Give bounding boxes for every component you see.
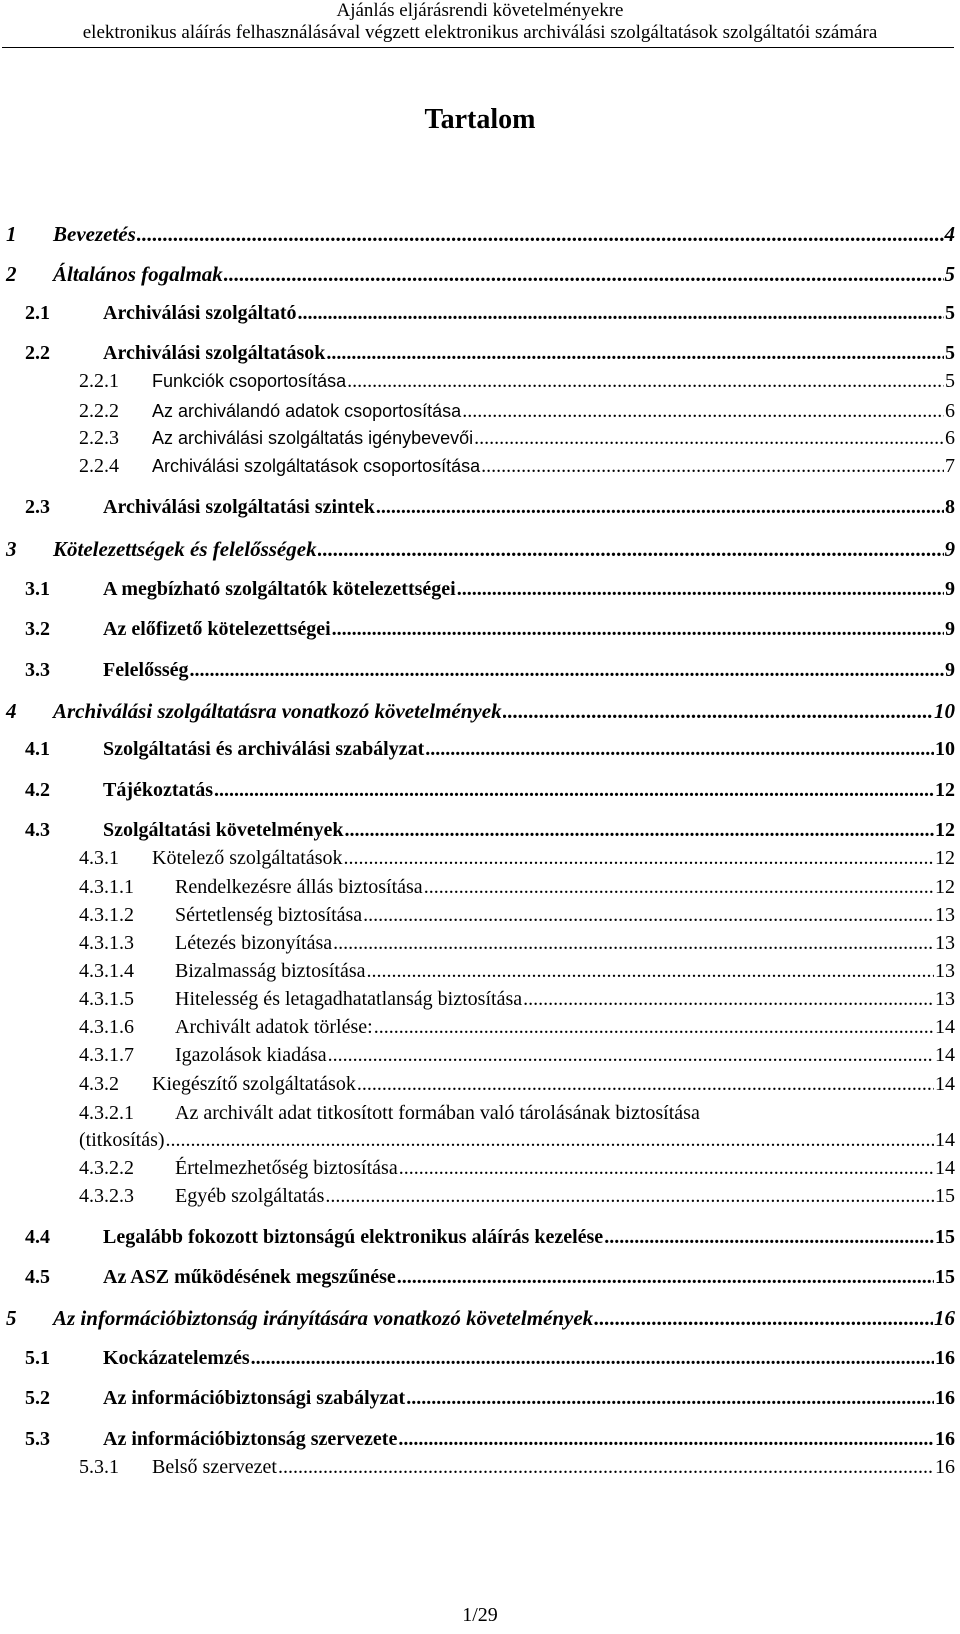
toc-entry[interactable] — [0, 960, 955, 983]
toc-entry-title: Hitelesség és letagadhatatlanság biztosítása — [175, 988, 523, 1010]
toc-dot-leader — [325, 1185, 934, 1208]
header-rule — [2, 47, 954, 48]
toc-entry-number: 5 — [6, 1306, 17, 1330]
toc-entry-number: 4 — [6, 699, 17, 723]
toc-entry-page: 16 — [935, 1387, 955, 1409]
toc-entry[interactable] — [0, 302, 955, 325]
toc-entry[interactable] — [0, 819, 955, 842]
toc-entry-number: 2.2.2 — [79, 400, 119, 422]
toc-entry[interactable] — [0, 618, 955, 641]
toc-entry-title: Az archiválandó adatok csoportosítása — [152, 401, 462, 421]
toc-entry-number: 4.3.1.6 — [79, 1016, 134, 1038]
toc-entry[interactable] — [0, 738, 955, 761]
toc-entry-number: 3.2 — [25, 618, 50, 640]
toc-entry-page: 4 — [944, 222, 955, 246]
toc-entry-title: A megbízható szolgáltatók kötelezettségei — [103, 578, 456, 600]
toc-dot-leader — [604, 1226, 934, 1249]
toc-entry-page: 10 — [935, 738, 955, 760]
toc-dot-leader — [374, 1016, 934, 1039]
toc-entry-title: Funkciók csoportosítása — [152, 371, 347, 391]
toc-entry-page: 5 — [945, 370, 955, 392]
toc-entry[interactable] — [0, 537, 955, 562]
toc-entry[interactable] — [0, 578, 955, 601]
toc-entry[interactable] — [0, 427, 955, 450]
page-number: 1/29 — [462, 1604, 498, 1626]
toc-entry-title: Az információbiztonsági szabályzat — [103, 1387, 406, 1409]
toc-entry[interactable] — [0, 988, 955, 1011]
toc-dot-leader — [137, 222, 944, 247]
toc-dot-leader — [398, 1428, 934, 1451]
toc-dot-leader — [347, 370, 944, 393]
toc-dot-leader — [397, 1266, 934, 1289]
toc-entry-title: (titkosítás) — [79, 1129, 165, 1151]
toc-entry[interactable] — [0, 1347, 955, 1370]
toc-entry-number: 2.2 — [25, 342, 50, 364]
toc-entry-number: 4.4 — [25, 1226, 50, 1248]
toc-dot-leader — [474, 427, 944, 450]
toc-entry[interactable] — [0, 1428, 955, 1451]
toc-entry-page: 12 — [935, 876, 955, 898]
toc-entry-title: Archivált adatok törlése: — [175, 1016, 373, 1038]
toc-entry-number: 2.2.3 — [79, 427, 119, 449]
toc-entry-page: 15 — [935, 1266, 955, 1288]
toc-entry[interactable] — [0, 1185, 955, 1208]
toc-entry[interactable] — [0, 1266, 955, 1289]
toc-entry-number: 4.3.1 — [79, 847, 119, 869]
toc-entry-title: Rendelkezésre állás biztosítása — [175, 876, 423, 898]
toc-entry-number: 2.2.1 — [79, 370, 119, 392]
toc-entry[interactable] — [0, 370, 955, 393]
toc-entry-page: 16 — [935, 1347, 955, 1369]
toc-entry-number: 3 — [6, 537, 17, 561]
toc-entry-number: 4.1 — [25, 738, 50, 760]
toc-entry-title: Igazolások kiadása — [175, 1044, 327, 1066]
toc-dot-leader — [345, 819, 934, 842]
toc-entry-title: Az ASZ működésének megszűnése — [103, 1266, 396, 1288]
toc-entry-title: Az előfizető kötelezettségei — [103, 618, 331, 640]
toc-dot-leader — [503, 699, 933, 724]
toc-entry-page: 9 — [945, 659, 955, 681]
toc-entry-title: Értelmezhetőség biztosítása — [175, 1157, 398, 1179]
toc-dot-leader — [399, 1157, 934, 1180]
toc-entry[interactable] — [0, 455, 955, 478]
toc-entry[interactable] — [79, 1129, 955, 1152]
toc-entry[interactable] — [0, 262, 955, 287]
toc-dot-leader — [481, 455, 944, 478]
toc-dot-leader — [367, 960, 934, 983]
toc-entry-page: 5 — [945, 342, 955, 364]
toc-entry-page: 5 — [944, 262, 955, 286]
toc-entry[interactable] — [0, 876, 955, 899]
toc-entry[interactable] — [0, 1102, 955, 1125]
toc-entry-number: 3.1 — [25, 578, 50, 600]
toc-entry-title: Archiválási szolgáltatások csoportosítása — [152, 456, 481, 476]
toc-entry-title: Kötelező szolgáltatások — [152, 847, 343, 869]
toc-entry-title: Az információbiztonság irányítására vonatkozó követelmények — [53, 1306, 594, 1330]
toc-dot-leader — [298, 302, 944, 325]
toc-entry-page: 15 — [935, 1185, 955, 1207]
toc-dot-leader — [462, 400, 944, 423]
toc-entry-title: Általános fogalmak — [53, 262, 223, 286]
toc-entry-title: Archiválási szolgáltatási szintek — [103, 496, 375, 518]
toc-entry-number: 2 — [6, 262, 17, 286]
toc-dot-leader — [376, 496, 944, 519]
toc-entry-page: 6 — [945, 400, 955, 422]
toc-dot-leader — [344, 847, 935, 870]
toc-entry-number: 2.2.4 — [79, 455, 119, 477]
toc-entry-number: 4.3.1.5 — [79, 988, 134, 1010]
page-header — [0, 0, 960, 44]
toc-entry-number: 4.3.1.1 — [79, 876, 134, 898]
toc-entry-page: 16 — [934, 1306, 955, 1330]
toc-entry-page: 13 — [935, 960, 955, 982]
toc-entry-page: 13 — [935, 904, 955, 926]
toc-entry-title: Archiválási szolgáltatásra vonatkozó követelmények — [53, 699, 502, 723]
toc-entry-number: 4.3.1.7 — [79, 1044, 134, 1066]
toc-entry-title: Szolgáltatási és archiválási szabályzat — [103, 738, 425, 760]
toc-entry-title: Archiválási szolgáltató — [103, 302, 297, 324]
toc-entry-title: Belső szervezet — [152, 1456, 277, 1478]
toc-entry-title: Tájékoztatás — [103, 779, 213, 801]
toc-entry-title: Bevezetés — [53, 222, 136, 246]
toc-dot-leader — [594, 1306, 933, 1331]
toc-entry-page: 9 — [944, 537, 955, 561]
toc-dot-leader — [190, 659, 944, 682]
toc-entry-page: 13 — [935, 932, 955, 954]
toc-entry-page: 12 — [935, 779, 955, 801]
toc-entry[interactable] — [0, 779, 955, 802]
toc-entry-number: 5.1 — [25, 1347, 50, 1369]
toc-entry-page: 7 — [945, 455, 955, 477]
toc-entry-title: Egyéb szolgáltatás — [175, 1185, 325, 1207]
toc-entry-page: 14 — [935, 1073, 955, 1095]
toc-entry[interactable] — [0, 400, 955, 423]
toc-entry-number: 4.3.1.4 — [79, 960, 134, 982]
toc-dot-leader — [224, 262, 944, 287]
toc-dot-leader — [333, 932, 934, 955]
toc-entry[interactable] — [0, 1016, 955, 1039]
toc-entry-title: Bizalmasság biztosítása — [175, 960, 366, 982]
toc-entry-page: 15 — [935, 1226, 955, 1248]
toc-entry[interactable] — [0, 699, 955, 724]
toc-entry-number: 5.3 — [25, 1428, 50, 1450]
toc-entry-number: 3.3 — [25, 659, 50, 681]
toc-dot-leader — [251, 1347, 934, 1370]
toc-entry-number: 4.3.1.2 — [79, 904, 134, 926]
toc-entry-number: 4.3 — [25, 819, 50, 841]
toc-entry[interactable] — [0, 1387, 955, 1410]
toc-entry[interactable] — [0, 1157, 955, 1180]
toc-entry-page: 10 — [934, 699, 955, 723]
toc-dot-leader — [424, 876, 934, 899]
toc-entry-number: 4.3.2.1 — [79, 1102, 134, 1124]
toc-entry-page: 14 — [935, 1157, 955, 1179]
toc-entry[interactable] — [0, 1044, 955, 1067]
toc-dot-leader — [457, 578, 944, 601]
toc-entry-page: 13 — [935, 988, 955, 1010]
toc-dot-leader — [523, 988, 934, 1011]
header-line-2: elektronikus aláírás felhasználásával végzett elektronikus archiválási szolgáltatások szolgáltatói számára — [82, 22, 878, 43]
toc-entry[interactable] — [0, 496, 955, 519]
toc-dot-leader — [214, 779, 934, 802]
toc-entry-page: 12 — [935, 819, 955, 841]
toc-entry-page: 16 — [935, 1428, 955, 1450]
toc-entry[interactable] — [0, 904, 955, 927]
toc-entry-page: 14 — [935, 1129, 955, 1151]
toc-entry-title: Az információbiztonság szervezete — [103, 1428, 398, 1450]
toc-entry-number: 4.2 — [25, 779, 50, 801]
toc-entry-title: Archiválási szolgáltatások — [103, 342, 326, 364]
page-title: Tartalom — [424, 104, 536, 135]
header-line-1: Ajánlás eljárásrendi követelményekre — [336, 0, 624, 21]
toc-dot-leader — [363, 904, 934, 927]
toc-dot-leader — [278, 1456, 934, 1479]
toc-entry-page: 5 — [945, 302, 955, 324]
toc-dot-leader — [318, 537, 944, 562]
toc-entry[interactable] — [0, 342, 955, 365]
toc-entry-page: 16 — [935, 1456, 955, 1478]
toc-entry[interactable] — [0, 847, 955, 870]
toc-entry-number: 4.5 — [25, 1266, 50, 1288]
toc-entry-page: 6 — [945, 427, 955, 449]
toc-entry-title: Kötelezettségek és felelősségek — [53, 537, 317, 561]
toc-entry[interactable] — [0, 222, 955, 247]
toc-entry[interactable] — [0, 1306, 955, 1331]
toc-entry-number: 5.3.1 — [79, 1456, 119, 1478]
toc-entry-number: 2.1 — [25, 302, 50, 324]
toc-dot-leader — [425, 738, 934, 761]
toc-entry-number: 1 — [6, 222, 17, 246]
toc-entry-number: 2.3 — [25, 496, 50, 518]
toc-entry-number: 4.3.2.2 — [79, 1157, 134, 1179]
toc-entry-page: 9 — [945, 618, 955, 640]
toc-entry-number: 5.2 — [25, 1387, 50, 1409]
toc-entry-page: 12 — [935, 847, 955, 869]
toc-entry-title: Az archiválási szolgáltatás igénybevevői — [152, 428, 474, 448]
toc-entry-title: Szolgáltatási követelmények — [103, 819, 344, 841]
toc-entry-number: 4.3.2 — [79, 1073, 119, 1095]
toc-entry-title: Felelősség — [103, 659, 189, 681]
toc-entry-title: Sértetlenség biztosítása — [175, 904, 363, 926]
toc-entry-title: Kiegészítő szolgáltatások — [152, 1073, 356, 1095]
toc-dot-leader — [332, 618, 944, 641]
toc-dot-leader — [357, 1073, 934, 1096]
toc-entry-title: Az archivált adat titkosított formában való tárolásának biztosítása — [175, 1102, 700, 1124]
toc-entry-number: 4.3.1.3 — [79, 932, 134, 954]
toc-entry[interactable] — [0, 1226, 955, 1249]
toc-entry-title: Kockázatelemzés — [103, 1347, 250, 1369]
toc-entry[interactable] — [0, 1456, 955, 1479]
toc-entry-page: 8 — [945, 496, 955, 518]
toc-entry[interactable] — [0, 932, 955, 955]
toc-entry-page: 14 — [935, 1016, 955, 1038]
toc-entry-page: 9 — [945, 578, 955, 600]
toc-entry[interactable] — [0, 1073, 955, 1096]
toc-entry-title: Legalább fokozott biztonságú elektronikus aláírás kezelése — [103, 1226, 604, 1248]
toc-entry-page: 14 — [935, 1044, 955, 1066]
toc-entry[interactable] — [0, 659, 955, 682]
toc-dot-leader — [406, 1387, 934, 1410]
toc-dot-leader — [328, 1044, 934, 1067]
toc-entry-title: Létezés bizonyítása — [175, 932, 333, 954]
toc-dot-leader — [326, 342, 944, 365]
toc-dot-leader — [166, 1129, 934, 1152]
toc-entry-number: 4.3.2.3 — [79, 1185, 134, 1207]
